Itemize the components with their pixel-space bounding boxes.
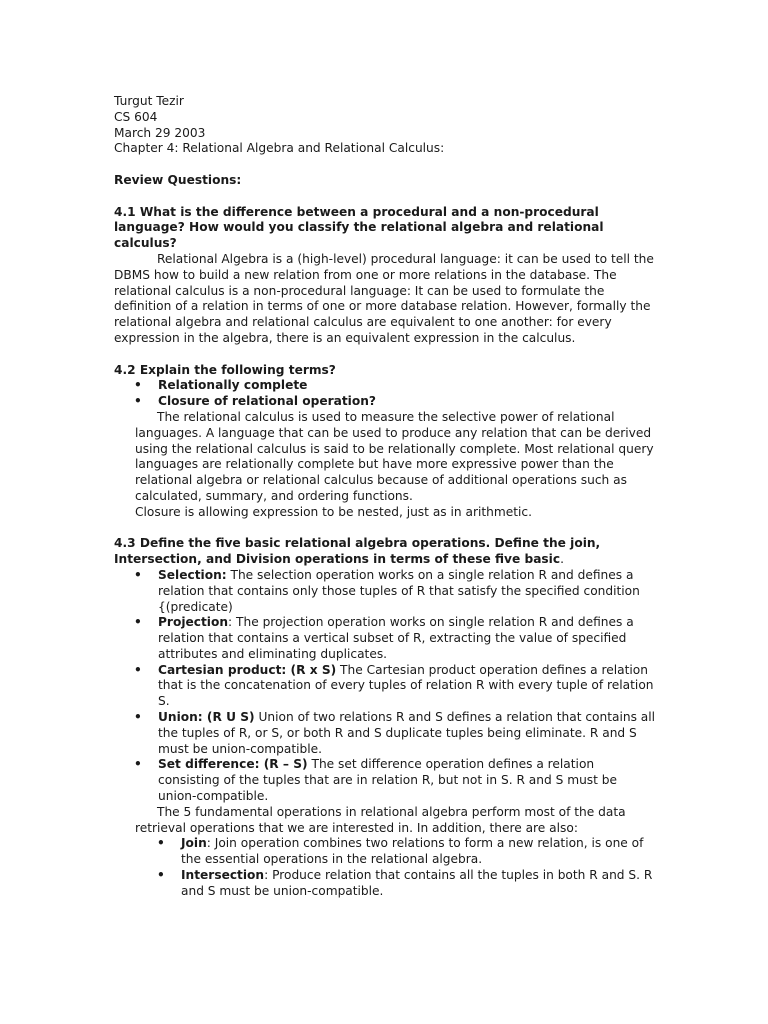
question-4-2: 4.2 Explain the following terms? xyxy=(114,362,336,377)
list-item xyxy=(114,615,659,662)
operation-term: Set difference: xyxy=(158,757,260,772)
question-4-1: 4.1 What is the difference between a procedural and a non-procedural language? How would you classify the relational algebra and relational calculus? xyxy=(114,204,604,251)
operation-term: Union: xyxy=(158,710,203,725)
operation-desc: : Produce relation that contains all the tuples in both R and S. R and S must be union-compatible. xyxy=(181,868,653,898)
closure-definition: Closure is allowing expression to be nested, just as in arithmetic. xyxy=(135,504,532,519)
list-item xyxy=(114,868,659,900)
operation-desc: The selection operation works on a single relation R and defines a relation that contains only those tuples of R that satisfy the specified condition {(predicate) xyxy=(158,567,640,614)
operation-term: Join xyxy=(181,836,207,851)
list-item xyxy=(114,568,659,615)
operation-term: Selection: xyxy=(158,567,227,582)
operations-list xyxy=(114,568,659,805)
extra-operations-list xyxy=(114,836,659,899)
document-date: March 29 2003 xyxy=(114,125,206,140)
operation-desc: The set difference operation defines a relation consisting of the tuples that are in relation R, but not in S. R and S must be union-compatible. xyxy=(158,757,618,804)
operation-notation: (R U S) xyxy=(202,710,255,725)
operation-desc: : The projection operation works on single relation R and defines a relation that contains a vertical subset of R, extracting the value of specified attributes and eliminating duplicates. xyxy=(158,615,634,661)
list-item: • Closure of relational operation? xyxy=(114,394,659,410)
review-heading: Review Questions: xyxy=(114,172,242,187)
list-item xyxy=(114,663,659,710)
operation-desc: The Cartesian product operation defines a relation that is the concatenation of every tuples of relation R with every tuple of relation S. xyxy=(158,662,654,709)
list-item xyxy=(114,710,659,757)
operation-desc: : Join operation combines two relations to form a new relation, is one of the essential operations in the relational algebra. xyxy=(181,836,644,867)
document-page xyxy=(114,94,659,900)
operation-notation: : (R x S) xyxy=(281,662,337,677)
list-item xyxy=(114,836,659,868)
list-item xyxy=(114,757,659,804)
operation-term: Projection xyxy=(158,615,229,630)
course-code: CS 604 xyxy=(114,109,158,124)
question-4-3 xyxy=(114,536,659,568)
operation-desc: Union of two relations R and S defines a relation that contains all the tuples of R, or S, or both R and S duplicate tuples being eliminate. R and S must be union-compatible. xyxy=(158,710,656,756)
answer-4-2: The relational calculus is used to measure the selective power of relational languages. A language that can be used to produce any relation that can be derived using the relational calculus is said to be relationally complete. Most relational query languages are relationally complete but have more expressive power than the relational algebra or relational calculus because of additional operations such as calculated, summary, and ordering functions. xyxy=(135,409,654,503)
operations-summary: The 5 fundamental operations in relational algebra perform most of the data retrieval operations that we are interested in. In addition, there are also: xyxy=(135,804,626,835)
chapter-title: Chapter 4: Relational Algebra and Relational Calculus: xyxy=(114,141,445,156)
operation-notation: (R – S) xyxy=(259,757,308,772)
author-name: Turgut Tezir xyxy=(114,94,184,108)
operation-term: Cartesian product xyxy=(158,662,282,677)
question-4-3-text: 4.3 Define the five basic relational algebra operations. Define the join, Intersection, and Division operations in terms of these five basic xyxy=(114,536,601,567)
terms-list xyxy=(114,378,659,410)
operation-term: Intersection xyxy=(181,868,265,883)
answer-4-1: Relational Algebra is a (high-level) procedural language: it can be used to tell the DBMS how to build a new relation from one or more relations in the database. The relational calculus is a non-procedural language: It can be used to formulate the definition of a relation in terms of one or more database relation. However, formally the relational algebra and relational calculus are equivalent to one another: for every expression in the algebra, there is an equivalent expression in the calculus. xyxy=(114,251,654,345)
list-item: • Relationally complete xyxy=(114,378,659,394)
question-4-3-period: . xyxy=(560,552,564,567)
